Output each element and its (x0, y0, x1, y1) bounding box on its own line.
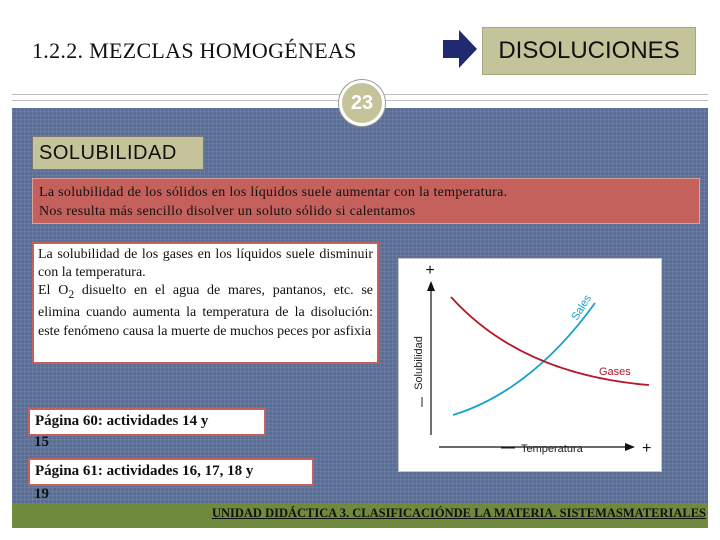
gases-text-o2-subscript: 2 (68, 288, 75, 302)
solubility-chart-svg (399, 259, 661, 471)
activity-page-61-continuation: 19 (34, 486, 49, 502)
gases-text-o2-body: disuelto en el agua de mares, pantanos, etc. se elimina cuando aumenta la temperatura de la disolución: este fenómeno causa la muerte de muchos peces por asfixia (38, 283, 373, 339)
arrow-right-icon (443, 30, 477, 73)
section-title: SOLUBILIDAD (32, 136, 204, 170)
activity-page-60-text: Página 60: actividades 14 y (35, 413, 209, 429)
gases-text-intro: La solubilidad de los gases en los líquidos suele disminuir con la temperatura. (38, 247, 373, 281)
solids-text-line1: La solubilidad de los sólidos en los líquidos suele aumentar con la temperatura. (39, 185, 508, 200)
gases-info-box (32, 242, 379, 364)
subject-heading: DISOLUCIONES (482, 27, 696, 75)
gases-text-o2-prefix: El O (38, 283, 69, 299)
activity-page-61 (28, 458, 314, 486)
activity-page-60 (28, 408, 266, 436)
footer-unit-text: UNIDAD DIDÁCTICA 3. CLASIFICACIÓNDE LA MATERIA. SISTEMASMATERIALES (211, 506, 706, 520)
x-axis-label: Temperatura (521, 443, 583, 455)
activity-page-61-text: Página 61: actividades 16, 17, 18 y (35, 463, 254, 479)
x-axis-plus: + (642, 440, 652, 457)
sales-curve-label: Sales (569, 292, 595, 323)
activity-page-60-continuation: 15 (34, 434, 49, 450)
x-axis-arrowhead (625, 443, 635, 451)
y-axis-arrowhead (427, 281, 435, 291)
solids-info-box (32, 178, 700, 224)
y-axis-plus: + (425, 262, 435, 279)
slide-title: 1.2.2. MEZCLAS HOMOGÉNEAS (32, 38, 357, 63)
solubility-chart (398, 258, 662, 472)
page-number-badge: 23 (339, 80, 385, 126)
gases-curve-label: Gases (599, 366, 631, 378)
y-axis-label: Solubilidad (413, 336, 425, 390)
solids-text-line2: Nos resulta más sencillo disolver un soluto sólido si calentamos (39, 204, 416, 219)
